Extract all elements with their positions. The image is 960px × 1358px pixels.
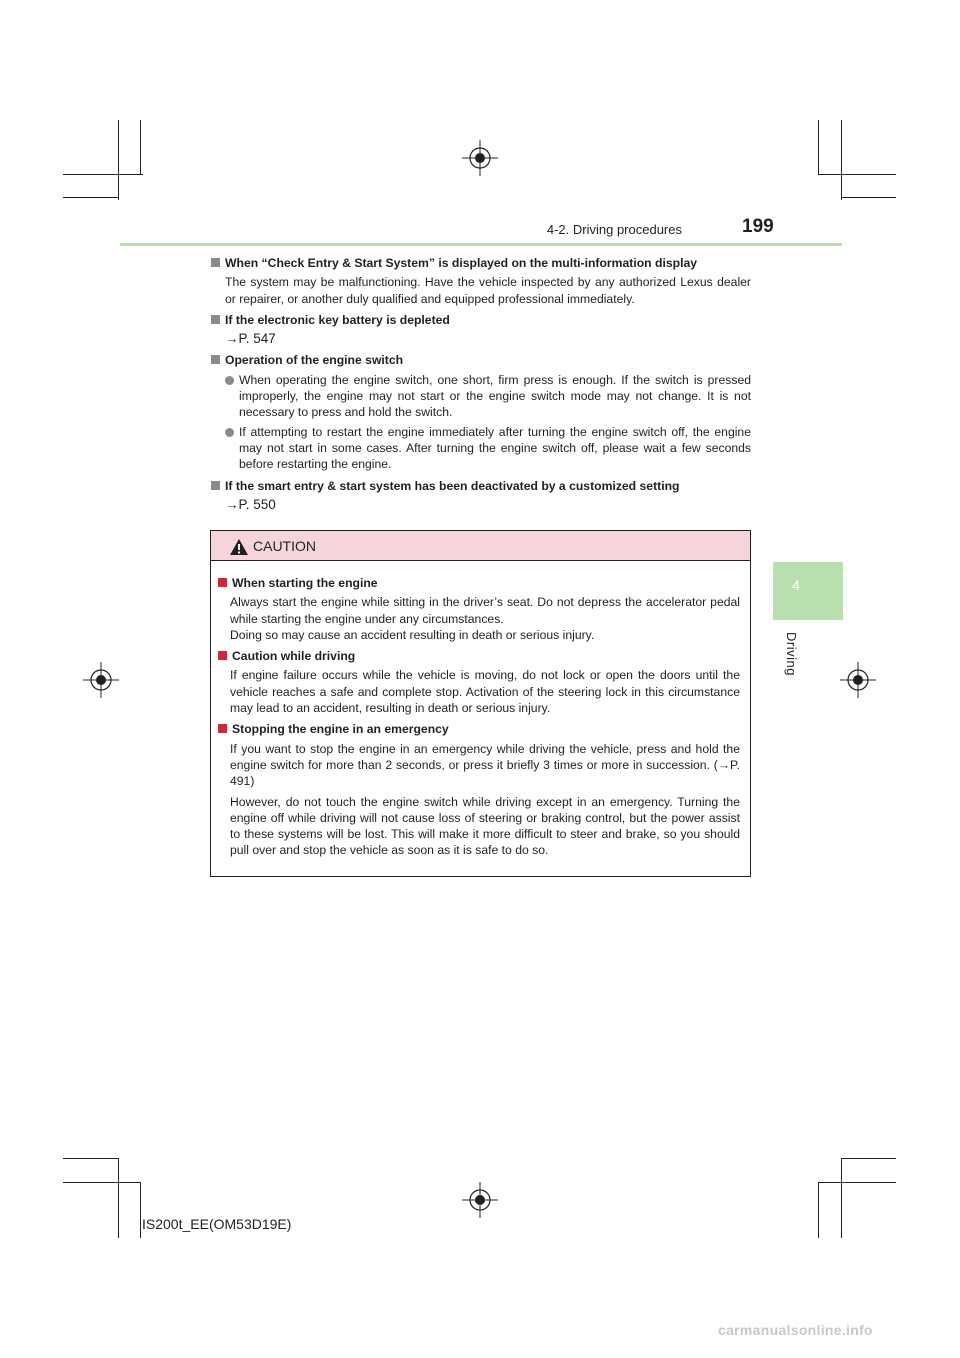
square-bullet-icon <box>218 651 227 660</box>
caution-box <box>210 530 751 877</box>
crop-mark <box>63 197 119 198</box>
crop-mark <box>841 1158 896 1159</box>
caution-text: If you want to stop the engine in an emergency while driving the vehicle, press and hold the engine switch for more than 2 seconds, or press it briefly 3 times or more in succession. (→P. 491) <box>230 741 740 789</box>
crop-mark <box>63 1158 119 1159</box>
page-reference: →P. 547 <box>225 331 276 347</box>
square-bullet-icon <box>218 724 227 733</box>
model-code: IS200t_EE(OM53D19E) <box>142 1216 292 1232</box>
caution-text: However, do not touch the engine switch while driving except in an emergency. Turning the engine off while driving will not cause loss of steering or braking control, but the power assist to these systems will be lost. This will make it more difficult to steer and brake, so you should pull over and stop the vehicle as soon as it is safe to do so. <box>230 794 740 858</box>
crop-mark <box>818 1182 819 1238</box>
round-bullet-icon <box>225 376 234 385</box>
crop-mark <box>118 120 119 200</box>
main-content <box>211 255 751 513</box>
crop-mark <box>118 1158 119 1238</box>
crop-mark <box>841 1158 842 1238</box>
square-bullet-icon <box>211 258 220 267</box>
registration-mark-icon <box>83 662 119 698</box>
caution-header <box>211 531 750 561</box>
crop-mark <box>818 1182 896 1183</box>
list-item: When operating the engine switch, one short, firm press is enough. If the switch is pressed improperly, the engine may not start or the engine switch mode may not change. It is not necessary to press and hold the switch. <box>211 372 751 421</box>
caution-heading: When starting the engine <box>218 575 740 591</box>
caution-text: Doing so may cause an accident resulting in death or serious injury. <box>230 627 595 642</box>
page-number: 199 <box>742 216 774 237</box>
section-heading: Operation of the engine switch <box>211 352 751 368</box>
caution-title: CAUTION <box>253 538 316 554</box>
section-title: 4-2. Driving procedures <box>546 222 682 237</box>
registration-mark-icon <box>462 1182 498 1218</box>
square-bullet-icon <box>211 481 220 490</box>
crop-mark <box>841 120 842 200</box>
crop-mark <box>63 174 143 175</box>
crop-mark <box>818 120 819 175</box>
chapter-label: Driving <box>784 632 799 676</box>
round-bullet-icon <box>225 428 234 437</box>
caution-body <box>218 575 740 859</box>
section-heading: When “Check Entry & Start System” is displayed on the multi-information display <box>211 255 751 271</box>
square-bullet-icon <box>211 355 220 364</box>
registration-mark-icon <box>840 662 876 698</box>
section-heading: If the electronic key battery is depleted <box>211 312 751 328</box>
section-text: The system may be malfunctioning. Have the vehicle inspected by any authorized Lexus dealer or repairer, or another duly qualified and equipped professional immediately. <box>225 275 751 306</box>
registration-mark-icon <box>462 140 498 176</box>
crop-mark <box>818 174 896 175</box>
section-heading: If the smart entry & start system has been deactivated by a customized setting <box>211 478 751 494</box>
watermark: carmanualsonline.info <box>718 1322 873 1338</box>
caution-text: Always start the engine while sitting in the driver’s seat. Do not depress the accelerator pedal while starting the engine under any circumstances. <box>230 595 740 626</box>
crop-mark <box>140 120 141 175</box>
crop-mark <box>140 1182 141 1238</box>
crop-mark <box>841 197 896 198</box>
crop-mark <box>63 1182 141 1183</box>
page-reference: →P. 550 <box>225 496 276 512</box>
caution-heading: Stopping the engine in an emergency <box>218 721 740 737</box>
chapter-number: 4 <box>792 577 800 593</box>
warning-triangle-icon <box>229 538 249 556</box>
list-item: If attempting to restart the engine immediately after turning the engine switch off, the engine may not start in some cases. After turning the engine switch off, please wait a few seconds before restarting the engine. <box>211 424 751 473</box>
header-rule <box>120 243 842 246</box>
square-bullet-icon <box>211 315 220 324</box>
caution-heading: Caution while driving <box>218 648 740 664</box>
square-bullet-icon <box>218 578 227 587</box>
caution-text: If engine failure occurs while the vehicle is moving, do not lock or open the doors until the vehicle reaches a safe and complete stop. Activation of the steering lock in this circumstance may lead to an accident, resulting in death or serious injury. <box>230 668 740 716</box>
